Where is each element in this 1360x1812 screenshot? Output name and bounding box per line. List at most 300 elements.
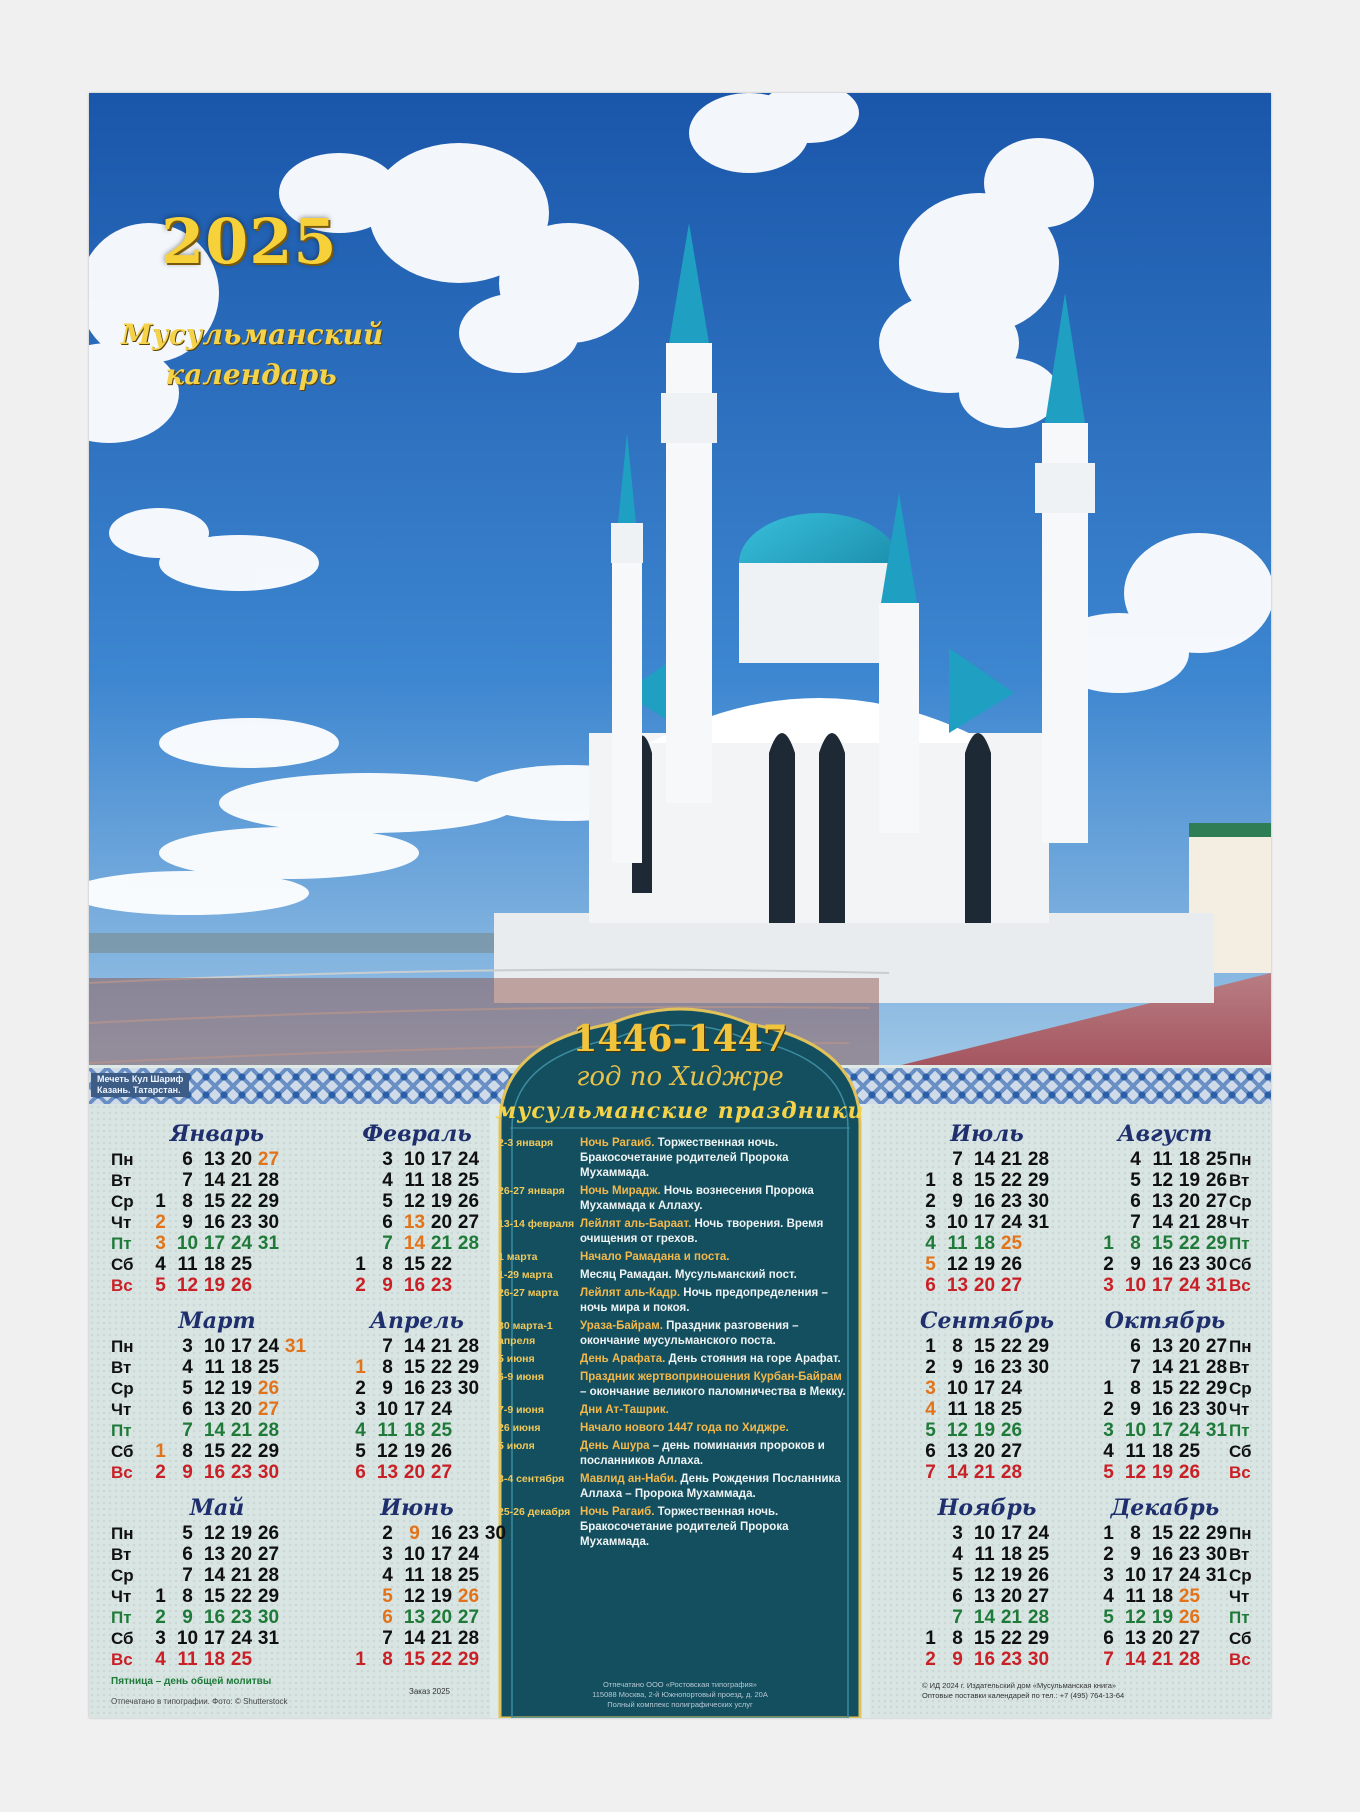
day-cell: 10 xyxy=(403,1149,426,1170)
day-cell: 29 xyxy=(457,1357,480,1378)
holiday-name: Ночь Мирадж. xyxy=(580,1185,661,1197)
day-cell: 15 xyxy=(973,1170,996,1191)
weekday-label: Чт xyxy=(111,1400,132,1419)
day-cell: 10 xyxy=(973,1523,996,1544)
weekday-column xyxy=(1229,1336,1263,1483)
week-row xyxy=(347,1607,487,1628)
week-row xyxy=(147,1357,287,1378)
day-cell: 5 xyxy=(1103,1607,1114,1628)
day-cell: 11 xyxy=(1152,1149,1173,1170)
day-cell: 15 xyxy=(203,1586,226,1607)
month-grid xyxy=(1095,1523,1235,1670)
week-row xyxy=(347,1275,487,1296)
week-row xyxy=(1095,1378,1235,1399)
day-cell: 7 xyxy=(182,1420,193,1441)
day-cell: 9 xyxy=(952,1357,963,1378)
day-cell: 2 xyxy=(382,1523,393,1544)
weekday-label: Вс xyxy=(111,1463,133,1482)
day-cell: 24 xyxy=(257,1336,280,1357)
day-cell: 15 xyxy=(403,1357,426,1378)
day-cell: 6 xyxy=(355,1462,366,1483)
holiday-description xyxy=(580,1268,850,1283)
day-cell: 19 xyxy=(430,1191,453,1212)
month-block xyxy=(917,1121,1057,1296)
weekday-label: Пт xyxy=(1229,1421,1250,1440)
day-cell: 28 xyxy=(1027,1149,1050,1170)
day-cell: 23 xyxy=(1178,1544,1201,1565)
day-cell: 5 xyxy=(382,1586,393,1607)
day-cell: 4 xyxy=(155,1649,166,1670)
day-cell: 24 xyxy=(457,1544,480,1565)
day-cell: 10 xyxy=(946,1212,969,1233)
day-cell: 11 xyxy=(947,1399,968,1420)
day-cell: 28 xyxy=(1205,1357,1228,1378)
friday-legend: Пятница – день общей молитвы xyxy=(111,1676,272,1687)
day-cell: 6 xyxy=(952,1586,963,1607)
week-row xyxy=(147,1523,287,1544)
weekday-label: Сб xyxy=(111,1629,134,1648)
day-cell: 17 xyxy=(973,1212,996,1233)
month-grid xyxy=(917,1523,1057,1670)
day-cell: 26 xyxy=(457,1191,480,1212)
week-row xyxy=(917,1649,1057,1670)
day-cell: 16 xyxy=(973,1649,996,1670)
day-cell: 2 xyxy=(155,1607,166,1628)
day-cell: 7 xyxy=(952,1149,963,1170)
day-cell: 14 xyxy=(1124,1649,1147,1670)
day-cell: 29 xyxy=(1205,1233,1228,1254)
weekday-label: Пт xyxy=(111,1608,132,1627)
month-block xyxy=(1095,1121,1235,1296)
weekday-label: Сб xyxy=(1229,1629,1252,1648)
day-cell: 13 xyxy=(403,1607,426,1628)
holiday-date: 6-9 июня xyxy=(498,1371,544,1383)
holiday-description xyxy=(580,1421,850,1436)
day-cell: 3 xyxy=(1103,1420,1114,1441)
day-cell: 29 xyxy=(1027,1628,1050,1649)
day-cell: 3 xyxy=(155,1233,166,1254)
day-cell: 5 xyxy=(1130,1170,1141,1191)
day-cell: 8 xyxy=(382,1649,393,1670)
day-cell: 9 xyxy=(182,1212,193,1233)
week-row xyxy=(1095,1420,1235,1441)
photo-caption-line-1: Мечеть Кул Шариф xyxy=(97,1074,184,1084)
print-info: Отпечатано в типографии. Фото: © Shutterstock xyxy=(111,1697,288,1706)
week-row xyxy=(147,1586,287,1607)
day-cell: 12 xyxy=(176,1275,199,1296)
holiday-description xyxy=(580,1136,850,1181)
week-row xyxy=(1095,1565,1235,1586)
weekday-label: Вт xyxy=(111,1358,132,1377)
month-grid xyxy=(347,1149,487,1296)
day-cell: 3 xyxy=(925,1212,936,1233)
holiday-name: Начало нового 1447 года по Хиджре. xyxy=(580,1422,789,1434)
subtitle-line-1: Мусульманский xyxy=(121,318,384,351)
day-cell: 24 xyxy=(1000,1378,1023,1399)
holiday-item xyxy=(498,1136,850,1181)
holiday-name: Ураза-Байрам. xyxy=(580,1320,663,1332)
day-cell: 9 xyxy=(382,1378,393,1399)
day-cell: 12 xyxy=(376,1441,399,1462)
day-cell: 21 xyxy=(430,1336,453,1357)
day-cell: 6 xyxy=(182,1149,193,1170)
calendar-subtitle xyxy=(121,315,384,395)
day-cell: 28 xyxy=(1000,1462,1023,1483)
holiday-text: – день поминания пророков и посланников Аллаха. xyxy=(580,1440,825,1467)
day-cell: 17 xyxy=(203,1628,226,1649)
holiday-text: – окончание великого паломничества в Мекку. xyxy=(580,1386,846,1398)
day-cell: 14 xyxy=(1151,1212,1174,1233)
month-block xyxy=(1095,1308,1235,1483)
day-cell: 2 xyxy=(1103,1544,1114,1565)
weekday-label: Ср xyxy=(1229,1379,1252,1398)
holiday-item xyxy=(498,1505,850,1550)
holiday-name: Лейлят аль-Бараат. xyxy=(580,1218,692,1230)
day-cell: 7 xyxy=(952,1607,963,1628)
day-cell: 10 xyxy=(1124,1565,1147,1586)
day-cell: 21 xyxy=(1151,1649,1174,1670)
weekday-label: Вс xyxy=(111,1650,133,1669)
day-cell: 12 xyxy=(403,1191,426,1212)
week-row xyxy=(1095,1544,1235,1565)
week-row xyxy=(917,1607,1057,1628)
week-row xyxy=(1095,1191,1235,1212)
holiday-name: Ночь Рагаиб. xyxy=(580,1506,655,1518)
holiday-text: Ночь творения. Время очищения от грехов. xyxy=(580,1218,824,1245)
day-cell: 31 xyxy=(1205,1565,1228,1586)
day-cell: 1 xyxy=(155,1441,166,1462)
publisher-line-2: Оптовые поставки календарей по тел.: +7 (495) 764-13-64 xyxy=(922,1691,1125,1700)
week-row xyxy=(1095,1233,1235,1254)
week-row xyxy=(1095,1462,1235,1483)
month-block xyxy=(347,1308,487,1483)
day-cell: 4 xyxy=(952,1544,963,1565)
weekday-label: Чт xyxy=(1229,1400,1250,1419)
day-cell: 5 xyxy=(155,1275,166,1296)
day-cell: 29 xyxy=(1027,1336,1050,1357)
month-grid xyxy=(1095,1336,1235,1483)
day-cell: 23 xyxy=(230,1462,253,1483)
holidays-title: мусульманские праздники xyxy=(495,1098,865,1124)
day-cell: 4 xyxy=(182,1357,193,1378)
publisher-info xyxy=(922,1681,1242,1701)
holiday-text: Месяц Рамадан. Мусульманский пост. xyxy=(580,1269,797,1281)
weekday-label: Вт xyxy=(1229,1171,1250,1190)
day-cell: 28 xyxy=(1178,1649,1201,1670)
weekday-label: Вс xyxy=(1229,1276,1251,1295)
day-cell: 7 xyxy=(182,1170,193,1191)
day-cell: 23 xyxy=(430,1378,453,1399)
week-row xyxy=(1095,1336,1235,1357)
week-row xyxy=(347,1462,487,1483)
day-cell: 26 xyxy=(457,1586,480,1607)
weekday-label: Пт xyxy=(1229,1234,1250,1253)
day-cell: 7 xyxy=(925,1462,936,1483)
holiday-name: Мавлид ан-Наби. xyxy=(580,1473,678,1485)
day-cell: 18 xyxy=(430,1170,453,1191)
day-cell: 27 xyxy=(257,1399,280,1420)
day-cell: 20 xyxy=(403,1462,426,1483)
day-cell: 14 xyxy=(946,1462,969,1483)
day-cell: 22 xyxy=(1178,1523,1201,1544)
day-cell: 13 xyxy=(203,1399,226,1420)
week-row xyxy=(347,1628,487,1649)
day-cell: 6 xyxy=(1103,1628,1114,1649)
day-cell: 27 xyxy=(257,1149,280,1170)
publisher-line-1: © ИД 2024 г. Издательский дом «Мусульманская книга» xyxy=(922,1681,1117,1690)
day-cell: 15 xyxy=(1151,1378,1174,1399)
day-cell: 6 xyxy=(182,1544,193,1565)
day-cell: 17 xyxy=(430,1544,453,1565)
day-cell: 28 xyxy=(1027,1607,1050,1628)
day-cell: 1 xyxy=(925,1336,936,1357)
day-cell: 21 xyxy=(1000,1149,1023,1170)
day-cell: 28 xyxy=(257,1420,280,1441)
day-cell: 13 xyxy=(946,1441,969,1462)
day-cell: 13 xyxy=(1151,1336,1174,1357)
weekday-label: Чт xyxy=(1229,1213,1250,1232)
holiday-item xyxy=(498,1184,850,1214)
day-cell: 26 xyxy=(1027,1565,1050,1586)
day-cell: 13 xyxy=(973,1586,996,1607)
day-cell: 1 xyxy=(925,1628,936,1649)
week-row xyxy=(147,1170,287,1191)
weekday-label: Вс xyxy=(111,1276,133,1295)
day-cell: 23 xyxy=(457,1523,480,1544)
weekday-label: Сб xyxy=(1229,1255,1252,1274)
day-cell: 30 xyxy=(457,1378,480,1399)
week-row xyxy=(347,1378,487,1399)
day-cell: 30 xyxy=(484,1523,507,1544)
day-cell: 5 xyxy=(1103,1462,1114,1483)
day-cell: 18 xyxy=(973,1233,996,1254)
holiday-date: 1-29 марта xyxy=(498,1269,553,1281)
day-cell: 19 xyxy=(1151,1607,1174,1628)
day-cell: 3 xyxy=(382,1544,393,1565)
day-cell: 16 xyxy=(403,1378,426,1399)
holiday-name: День Ашура xyxy=(580,1440,650,1452)
holiday-description xyxy=(580,1250,850,1265)
day-cell: 22 xyxy=(430,1254,453,1275)
day-cell: 23 xyxy=(430,1275,453,1296)
month-name: Март xyxy=(178,1308,256,1334)
day-cell: 1 xyxy=(155,1191,166,1212)
week-row xyxy=(347,1212,487,1233)
week-row xyxy=(917,1565,1057,1586)
holiday-text: Праздник разговения – окончание мусульманского поста. xyxy=(580,1320,799,1347)
day-cell: 2 xyxy=(1103,1254,1114,1275)
day-cell: 3 xyxy=(182,1336,193,1357)
holiday-text: Торжественная ночь. Бракосочетание родителей Пророка Мухаммада. xyxy=(580,1506,789,1548)
day-cell: 1 xyxy=(355,1649,366,1670)
day-cell: 13 xyxy=(1151,1191,1174,1212)
day-cell: 4 xyxy=(155,1254,166,1275)
day-cell: 1 xyxy=(1103,1233,1114,1254)
day-cell: 28 xyxy=(457,1336,480,1357)
day-cell: 18 xyxy=(1178,1149,1201,1170)
day-cell: 30 xyxy=(1205,1254,1228,1275)
day-cell: 24 xyxy=(1000,1212,1023,1233)
day-cell: 27 xyxy=(430,1462,453,1483)
day-cell: 16 xyxy=(203,1462,226,1483)
day-cell: 24 xyxy=(1178,1275,1201,1296)
day-cell: 23 xyxy=(230,1212,253,1233)
day-cell: 17 xyxy=(1151,1565,1174,1586)
week-row xyxy=(347,1523,507,1544)
holiday-description xyxy=(580,1439,850,1469)
week-row xyxy=(347,1441,487,1462)
day-cell: 9 xyxy=(182,1607,193,1628)
day-cell: 19 xyxy=(230,1523,253,1544)
day-cell: 18 xyxy=(403,1420,426,1441)
day-cell: 21 xyxy=(1000,1607,1023,1628)
week-row xyxy=(1095,1441,1235,1462)
day-cell: 17 xyxy=(403,1399,426,1420)
week-row xyxy=(147,1212,287,1233)
day-cell: 3 xyxy=(1103,1565,1114,1586)
day-cell: 15 xyxy=(203,1441,226,1462)
month-grid xyxy=(347,1523,507,1670)
day-cell: 12 xyxy=(1151,1170,1174,1191)
day-cell: 25 xyxy=(457,1170,480,1191)
day-cell: 10 xyxy=(1124,1275,1147,1296)
day-cell: 9 xyxy=(952,1649,963,1670)
day-cell: 22 xyxy=(430,1357,453,1378)
day-cell: 19 xyxy=(430,1586,453,1607)
weekday-label: Вт xyxy=(111,1171,132,1190)
day-cell: 16 xyxy=(1151,1544,1174,1565)
day-cell: 16 xyxy=(430,1523,453,1544)
weekday-label: Пт xyxy=(111,1421,132,1440)
weekday-label: Чт xyxy=(111,1213,132,1232)
day-cell: 25 xyxy=(230,1254,253,1275)
day-cell: 25 xyxy=(1178,1586,1201,1607)
week-row xyxy=(917,1523,1057,1544)
day-cell: 20 xyxy=(1178,1336,1201,1357)
day-cell: 1 xyxy=(1103,1378,1114,1399)
day-cell: 30 xyxy=(1027,1649,1050,1670)
week-row xyxy=(1095,1628,1235,1649)
holiday-date: 13-14 февраля xyxy=(498,1218,575,1230)
day-cell: 7 xyxy=(1130,1357,1141,1378)
day-cell: 19 xyxy=(403,1441,426,1462)
holiday-date: 2-3 января xyxy=(498,1137,554,1149)
day-cell: 18 xyxy=(1151,1586,1174,1607)
month-name: Ноябрь xyxy=(937,1495,1037,1521)
day-cell: 6 xyxy=(382,1607,393,1628)
day-cell: 7 xyxy=(1130,1212,1141,1233)
holiday-date: 5 июня xyxy=(498,1353,535,1365)
day-cell: 23 xyxy=(1000,1357,1023,1378)
weekday-label: Сб xyxy=(111,1255,134,1274)
day-cell: 24 xyxy=(457,1149,480,1170)
week-row xyxy=(1095,1275,1235,1296)
weekday-label: Ср xyxy=(1229,1192,1252,1211)
month-name: Июнь xyxy=(380,1495,454,1521)
week-row xyxy=(147,1254,287,1275)
week-row xyxy=(1095,1586,1235,1607)
photo-caption xyxy=(91,1073,189,1097)
weekday-label: Пн xyxy=(1229,1337,1252,1356)
day-cell: 31 xyxy=(257,1628,280,1649)
day-cell: 8 xyxy=(182,1441,193,1462)
day-cell: 3 xyxy=(382,1149,393,1170)
day-cell: 14 xyxy=(973,1149,996,1170)
day-cell: 31 xyxy=(1205,1275,1228,1296)
day-cell: 22 xyxy=(230,1441,253,1462)
day-cell: 14 xyxy=(403,1628,426,1649)
month-name: Январь xyxy=(169,1121,265,1147)
day-cell: 18 xyxy=(203,1649,226,1670)
week-row xyxy=(347,1586,487,1607)
day-cell: 1 xyxy=(355,1357,366,1378)
day-cell: 30 xyxy=(257,1462,280,1483)
week-row xyxy=(347,1649,487,1670)
hijri-holidays-panel xyxy=(490,1004,870,1718)
week-row xyxy=(917,1170,1057,1191)
day-cell: 29 xyxy=(257,1191,280,1212)
day-cell: 19 xyxy=(973,1254,996,1275)
week-row xyxy=(1095,1357,1235,1378)
holiday-text: Ночь вознесения Пророка Мухаммада к Аллаху. xyxy=(580,1185,814,1212)
weekday-label: Ср xyxy=(1229,1566,1252,1585)
subtitle-line-2: календарь xyxy=(165,358,337,391)
holiday-item xyxy=(498,1439,850,1469)
day-cell: 21 xyxy=(430,1233,453,1254)
day-cell: 14 xyxy=(203,1170,226,1191)
day-cell: 30 xyxy=(257,1212,280,1233)
day-cell: 16 xyxy=(403,1275,426,1296)
day-cell: 26 xyxy=(1178,1607,1201,1628)
day-cell: 8 xyxy=(182,1191,193,1212)
week-row xyxy=(917,1462,1057,1483)
weekday-column xyxy=(1229,1523,1263,1670)
month-block xyxy=(347,1121,487,1296)
holiday-date: 5 июля xyxy=(498,1440,535,1452)
weekday-label: Ср xyxy=(111,1566,134,1585)
weekday-label: Сб xyxy=(1229,1442,1252,1461)
day-cell: 20 xyxy=(430,1607,453,1628)
day-cell: 4 xyxy=(355,1420,366,1441)
day-cell: 15 xyxy=(203,1191,226,1212)
day-cell: 1 xyxy=(155,1586,166,1607)
weekday-label: Пн xyxy=(1229,1150,1252,1169)
day-cell: 20 xyxy=(973,1441,996,1462)
day-cell: 5 xyxy=(952,1565,963,1586)
day-cell: 29 xyxy=(1027,1170,1050,1191)
day-cell: 31 xyxy=(284,1336,307,1357)
day-cell: 20 xyxy=(1000,1586,1023,1607)
week-row xyxy=(347,1233,487,1254)
day-cell: 28 xyxy=(257,1565,280,1586)
day-cell: 6 xyxy=(182,1399,193,1420)
day-cell: 24 xyxy=(230,1628,253,1649)
holiday-description xyxy=(580,1217,850,1247)
month-grid xyxy=(147,1523,287,1670)
holiday-name: Дни Ат-Ташрик. xyxy=(580,1404,669,1416)
day-cell: 11 xyxy=(404,1170,425,1191)
week-row xyxy=(1095,1399,1235,1420)
weekday-label: Пн xyxy=(1229,1524,1252,1543)
day-cell: 12 xyxy=(1124,1462,1147,1483)
day-cell: 18 xyxy=(1151,1441,1174,1462)
week-row xyxy=(147,1378,287,1399)
month-name: Февраль xyxy=(362,1121,472,1147)
day-cell: 30 xyxy=(1027,1191,1050,1212)
day-cell: 19 xyxy=(1151,1462,1174,1483)
day-cell: 3 xyxy=(1103,1275,1114,1296)
week-row xyxy=(347,1544,487,1565)
